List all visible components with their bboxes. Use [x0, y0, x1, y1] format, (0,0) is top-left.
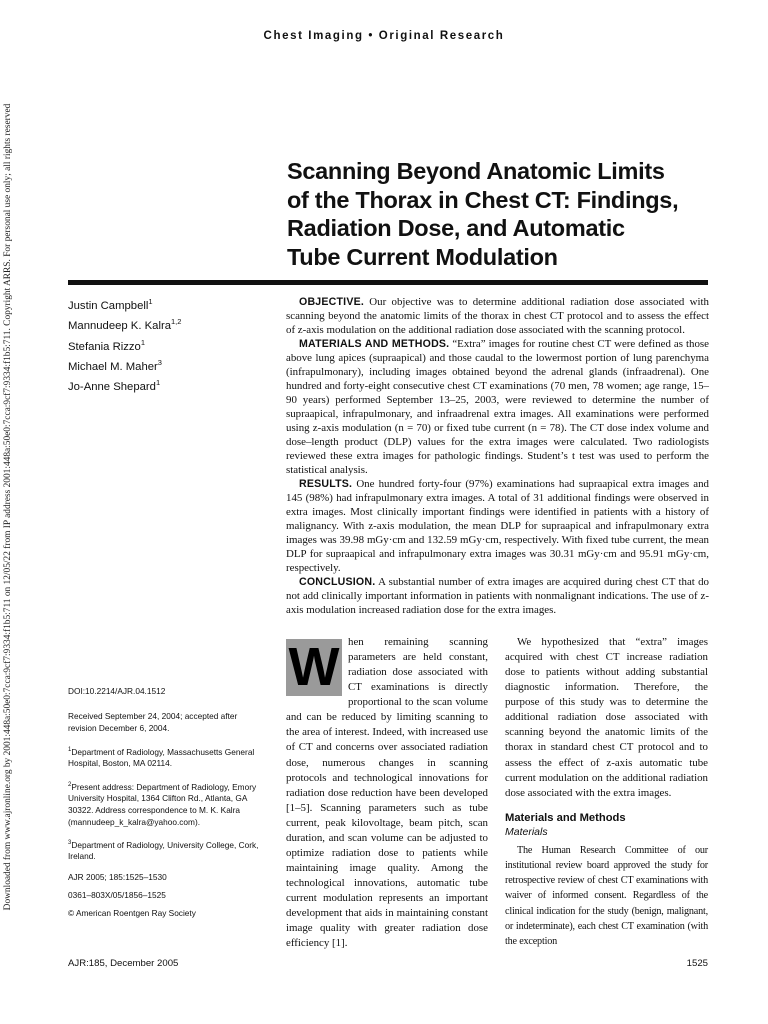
download-notice: Downloaded from www.ajronline.org by 2001:448a:50e0:7cca:9cf7:9334:f1b5:711 on 12/05/22 from IP address 2001:448a:50e0:7cca:9cf7:9334:f1b5:711. Copyright ARRS. For personal use only; all rights reserved: [3, 103, 13, 911]
title-line: Tube Current Modulation: [287, 243, 558, 270]
page-number: 1525: [686, 958, 708, 969]
abstract-methods: MATERIALS AND METHODS. “Extra” images for routine chest CT were defined as those above lung apices (supraapical) and those caudal to the lowermost portion of lung parenchyma (infrapulmonary), including images obtained beyond the adrenal glands (infraadrenal). One hundred and forty-eight consecutive chest CT examinations (70 men, 78 women; age range, 15–90 years) performed September 13–25, 2003, were reviewed to determine the number of supraapical, infrapulmonary, and infraadrenal extra images. All examinations were performed using z-axis modulation (n = 70) or fixed tube current (n = 78). The CT dose index volume and dose–length product (DLP) values for the extra images were calculated. Two radiologists reviewed these extra images for pathologic findings. Student’s t test was used to perform the statistical analysis.: [286, 338, 709, 477]
abstract-results: RESULTS. One hundred forty-four (97%) examinations had supraapical extra images and 145 (98%) had infrapulmonary extra images. A total of 31 additional findings were observed in extra images. Most clinically important findings were identified in patients with a history of malignancy. With z-axis modulation, the mean DLP for supraapical and infrapulmonary extra images was 39.98 mGy·cm and 132.59 mGy·cm, respectively. With fixed tube current, the mean DLP for supraapical and infrapulmonary extra images was 30.31 mGy·cm and 95.91 mGy·cm, respectively.: [286, 478, 709, 575]
section-header: Chest Imaging • Original Research: [263, 30, 505, 42]
hypothesis-paragraph: We hypothesized that “extra” images acquired with chest CT increase radiation dose to patients without adding substantial diagnostic information. Therefore, the purpose of this study was to determine the additional radiation dose associated with scanning beyond the anatomic limits of the thorax in standard chest CT protocol and to assess the effect of z-axis automatic tube current modulation on the additional radiation dose associated with the extra images.: [505, 636, 708, 799]
title-rule: [68, 280, 708, 285]
title-line: Scanning Beyond Anatomic Limits: [287, 158, 665, 184]
article-title: [287, 157, 747, 271]
affiliation-3: $^3$Department of Radiology, University College, Cork, Ireland.: [68, 839, 259, 862]
body-column-2: [505, 635, 708, 949]
methods-heading: Materials and Methods: [505, 811, 626, 824]
affiliation-1: $^1$Department of Radiology, Massachusetts General Hospital, Boston, MA 02114.: [68, 746, 255, 769]
abstract: [286, 295, 709, 617]
author-list: [68, 294, 268, 396]
issn: 0361–803X/05/1856–1525: [68, 890, 166, 900]
body-column-1: [286, 635, 488, 951]
footer-journal: AJR:185, December 2005: [68, 958, 179, 969]
affiliation-2: $^2$Present address: Department of Radiology, Emory University Hospital, 1364 Clifton Rd., Atlanta, GA 30322. Address correspondence to M. K. Kalra (mannudeep_k_kalra@yahoo.com).: [68, 781, 257, 827]
received-dates: Received September 24, 2004; accepted after revision December 6, 2004.: [68, 711, 238, 733]
copyright: © American Roentgen Ray Society: [68, 908, 196, 918]
abstract-conclusion: CONCLUSION. A substantial number of extra images are acquired during chest CT that do not add clinically important information in patients with nonmalignant indications. The use of z-axis modulation increased radiation dose for the extra images.: [286, 576, 709, 617]
intro-paragraph: hen remaining scanning parameters are held constant, radiation dose associated with CT examinations is directly proportional to the scan volume and can be reduced by limiting scanning to the area of interest. Indeed, with increased use of CT and concerns over associated radiation dose, numerous changes in scanning protocols and technological innovations for radiation dose reduction have been developed [1–5]. Scanning parameters such as tube current, peak kilovoltage, beam pitch, scan duration, and scan volume can be adjusted to optimize radiation dose to patients while maintaining image quality. Among the technological innovations, automatic tube current modulation represents an important development that aids in maintaining constant image quality with greater radiation dose efficiency [1].: [286, 636, 488, 950]
citation: AJR 2005; 185:1525–1530: [68, 872, 167, 882]
title-line: Radiation Dose, and Automatic: [287, 215, 625, 241]
drop-cap: W: [286, 639, 342, 696]
author: Jo-Anne Shepard$^1$: [68, 378, 161, 394]
materials-subheading: Materials: [505, 825, 548, 838]
author: Michael M. Maher$^3$: [68, 358, 162, 373]
title-line: of the Thorax in Chest CT: Findings,: [287, 186, 679, 213]
author: Justin Campbell$^1$: [68, 297, 153, 312]
author: Stefania Rizzo$^1$: [68, 337, 146, 353]
materials-paragraph: The Human Research Committee of our institutional review board approved the study for retrospective review of chest CT examinations with waiver of informed consent. Regardless of the clinical indication for the study (benign, malignant, or indeterminate), each chest CT examination (with the exception: [505, 844, 708, 947]
abstract-objective: OBJECTIVE. Our objective was to determine additional radiation dose associated with scanning beyond the anatomic limits of the thorax in chest CT protocol and to assess the effect of z-axis modulation on the additional radiation dose associated with the scanning protocol.: [286, 296, 709, 337]
doi: DOI:10.2214/AJR.04.1512: [68, 686, 166, 696]
author: Mannudeep K. Kalra$^{1,2}$: [68, 317, 182, 333]
